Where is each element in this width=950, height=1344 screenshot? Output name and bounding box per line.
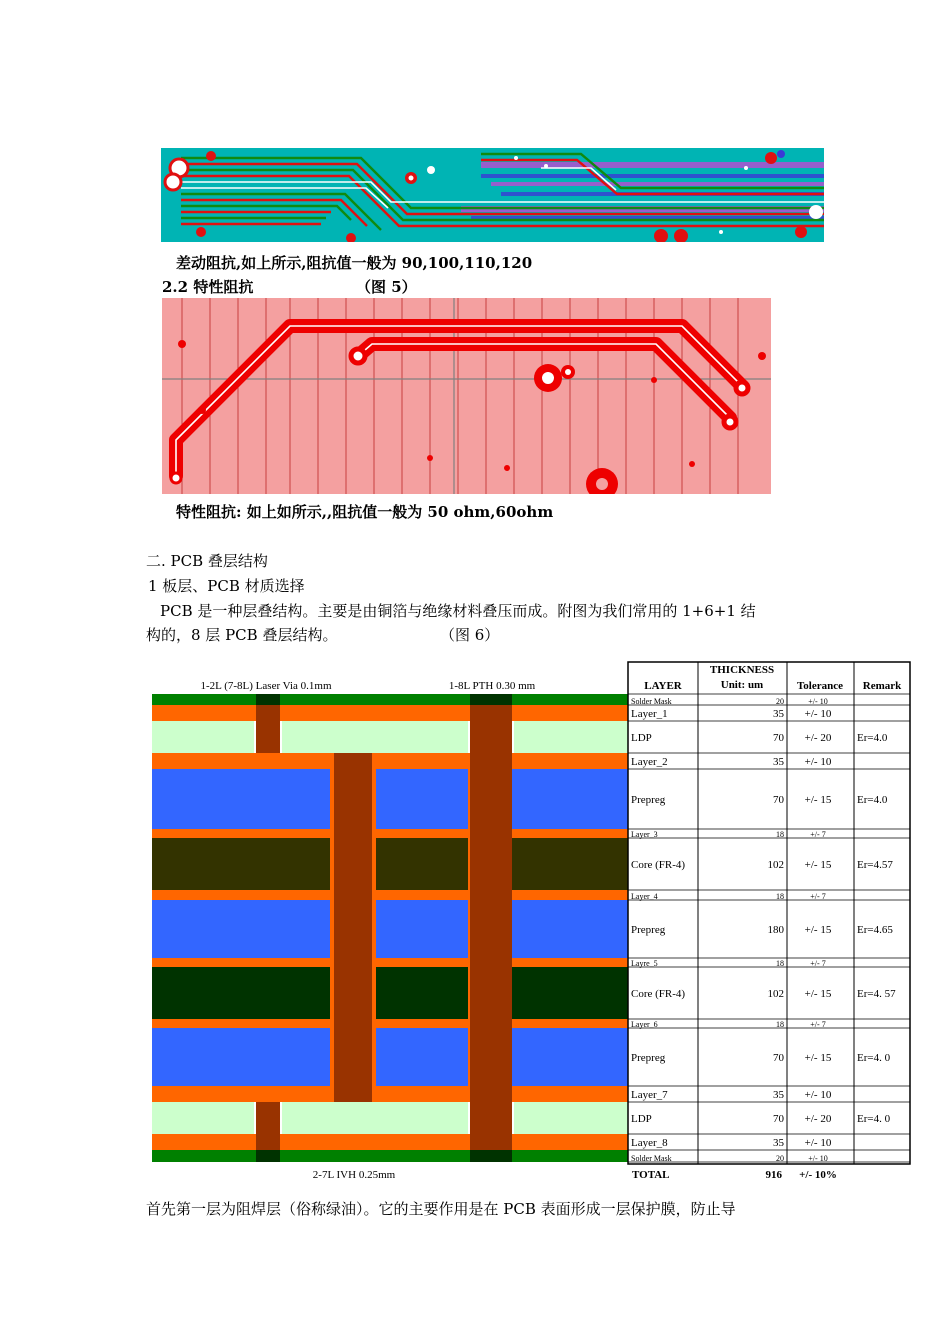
table-cell-thickness: 20: [776, 697, 784, 706]
table-cell-layer: Solder Mask: [631, 1154, 672, 1163]
table-cell-layer: LDP: [631, 1113, 652, 1125]
table-cell-tolerance: +/- 10: [804, 708, 832, 720]
table-cell-thickness: 20: [776, 1154, 784, 1163]
table-cell-layer: Prepreg: [631, 1052, 666, 1064]
table-cell-thickness: 70: [773, 1052, 784, 1064]
table-cell-tolerance: +/- 20: [804, 732, 832, 744]
table-cell-thickness: 35: [773, 708, 784, 720]
table-cell-layer: Layer_3: [631, 830, 658, 839]
stackup-figure: [150, 660, 912, 1184]
header-layer: LAYER: [644, 680, 682, 692]
total-label: TOTAL: [632, 1169, 670, 1181]
table-cell-tolerance: +/- 15: [804, 1052, 832, 1064]
table-cell-layer: Layer_2: [631, 756, 668, 768]
ivh-label: 2-7L IVH 0.25mm: [312, 1169, 396, 1181]
table-cell-thickness: 35: [773, 1089, 784, 1101]
stackup-cross-section: [152, 694, 628, 1162]
paragraph-stackup-line2: 构的，8 层 PCB 叠层结构。: [146, 626, 338, 644]
header-thickness-2: Unit: um: [720, 679, 764, 691]
table-cell-layer: Layer_1: [631, 708, 668, 720]
characteristic-impedance-caption: 特性阻抗: 如上如所示,,阻抗值一般为 50 ohm,60ohm: [176, 503, 554, 521]
pth-label: 1-8L PTH 0.30 mm: [448, 680, 536, 692]
stackup-svg: [150, 660, 912, 1184]
table-cell-tolerance: +/- 7: [810, 892, 826, 901]
section-heading-pcb-stackup: 二. PCB 叠层结构: [146, 552, 268, 570]
table-cell-remark: Er=4.0: [857, 732, 888, 744]
table-cell-remark: Er=4. 57: [857, 988, 896, 1000]
table-cell-thickness: 35: [773, 1137, 784, 1149]
header-tolerance: Tolerance: [796, 680, 844, 692]
header-thickness-1: THICKNESS: [709, 664, 775, 676]
paragraph-solder-mask: 首先第一层为阻焊层（俗称绿油）。它的主要作用是在 PCB 表面形成一层保护膜，防止导: [146, 1200, 736, 1218]
table-cell-tolerance: +/- 10: [804, 1137, 832, 1149]
table-cell-layer: Layer_4: [631, 892, 658, 901]
total-tolerance: +/- 10%: [799, 1169, 837, 1181]
characteristic-impedance-figure: [162, 298, 771, 494]
laser-via-label: 1-2L (7-8L) Laser Via 0.1mm: [200, 680, 332, 692]
table-cell-tolerance: +/- 10: [808, 697, 828, 706]
figure-5-ref: （图 5）: [356, 278, 417, 296]
table-cell-remark: Er=4. 0: [857, 1113, 891, 1125]
table-cell-tolerance: +/- 7: [810, 830, 826, 839]
table-cell-layer: Prepreg: [631, 924, 666, 936]
table-cell-tolerance: +/- 15: [804, 859, 832, 871]
table-cell-layer: LDP: [631, 732, 652, 744]
differential-impedance-figure: [161, 148, 824, 242]
table-cell-remark: Er=4.65: [857, 924, 893, 936]
section-2-2-title: 2.2 特性阻抗: [162, 278, 254, 296]
table-cell-thickness: 102: [767, 988, 784, 1000]
table-cell-layer: Layer_6: [631, 1020, 658, 1029]
table-cell-layer: Layre_5: [631, 959, 658, 968]
table-cell-tolerance: +/- 15: [804, 924, 832, 936]
differential-impedance-caption: 差动阻抗,如上所示,阻抗值一般为 90,100,110,120: [176, 254, 533, 272]
table-cell-tolerance: +/- 15: [804, 988, 832, 1000]
table-cell-thickness: 18: [776, 1020, 784, 1029]
table-cell-thickness: 18: [776, 830, 784, 839]
table-cell-tolerance: +/- 10: [804, 1089, 832, 1101]
table-cell-tolerance: +/- 7: [810, 1020, 826, 1029]
table-cell-layer: Prepreg: [631, 794, 666, 806]
table-cell-thickness: 180: [767, 924, 784, 936]
table-cell-thickness: 70: [773, 732, 784, 744]
table-cell-thickness: 18: [776, 959, 784, 968]
stackup-table: [628, 662, 910, 1181]
table-cell-tolerance: +/- 15: [804, 794, 832, 806]
table-cell-thickness: 70: [773, 1113, 784, 1125]
table-cell-layer: Solder Mask: [631, 697, 672, 706]
table-cell-layer: Core (FR-4): [631, 859, 686, 871]
table-cell-thickness: 35: [773, 756, 784, 768]
table-cell-thickness: 70: [773, 794, 784, 806]
total-thickness: 916: [765, 1169, 782, 1181]
table-cell-thickness: 102: [767, 859, 784, 871]
table-cell-layer: Core (FR-4): [631, 988, 686, 1000]
figure-6-ref: （图 6）: [440, 626, 500, 644]
table-cell-tolerance: +/- 10: [804, 756, 832, 768]
table-cell-tolerance: +/- 7: [810, 959, 826, 968]
table-cell-layer: Layer_8: [631, 1137, 668, 1149]
table-cell-tolerance: +/- 10: [808, 1154, 828, 1163]
header-remark: Remark: [862, 680, 902, 692]
paragraph-stackup-line1: PCB 是一种层叠结构。主要是由铜箔与绝缘材料叠压而成。附图为我们常用的 1+6+1 结: [160, 602, 756, 620]
table-cell-layer: Layer_7: [631, 1089, 668, 1101]
table-cell-remark: Er=4. 0: [857, 1052, 891, 1064]
table-cell-remark: Er=4.57: [857, 859, 893, 871]
table-cell-remark: Er=4.0: [857, 794, 888, 806]
subheading-material-selection: 1 板层、PCB 材质选择: [148, 577, 305, 595]
table-cell-tolerance: +/- 20: [804, 1113, 832, 1125]
table-cell-thickness: 18: [776, 892, 784, 901]
